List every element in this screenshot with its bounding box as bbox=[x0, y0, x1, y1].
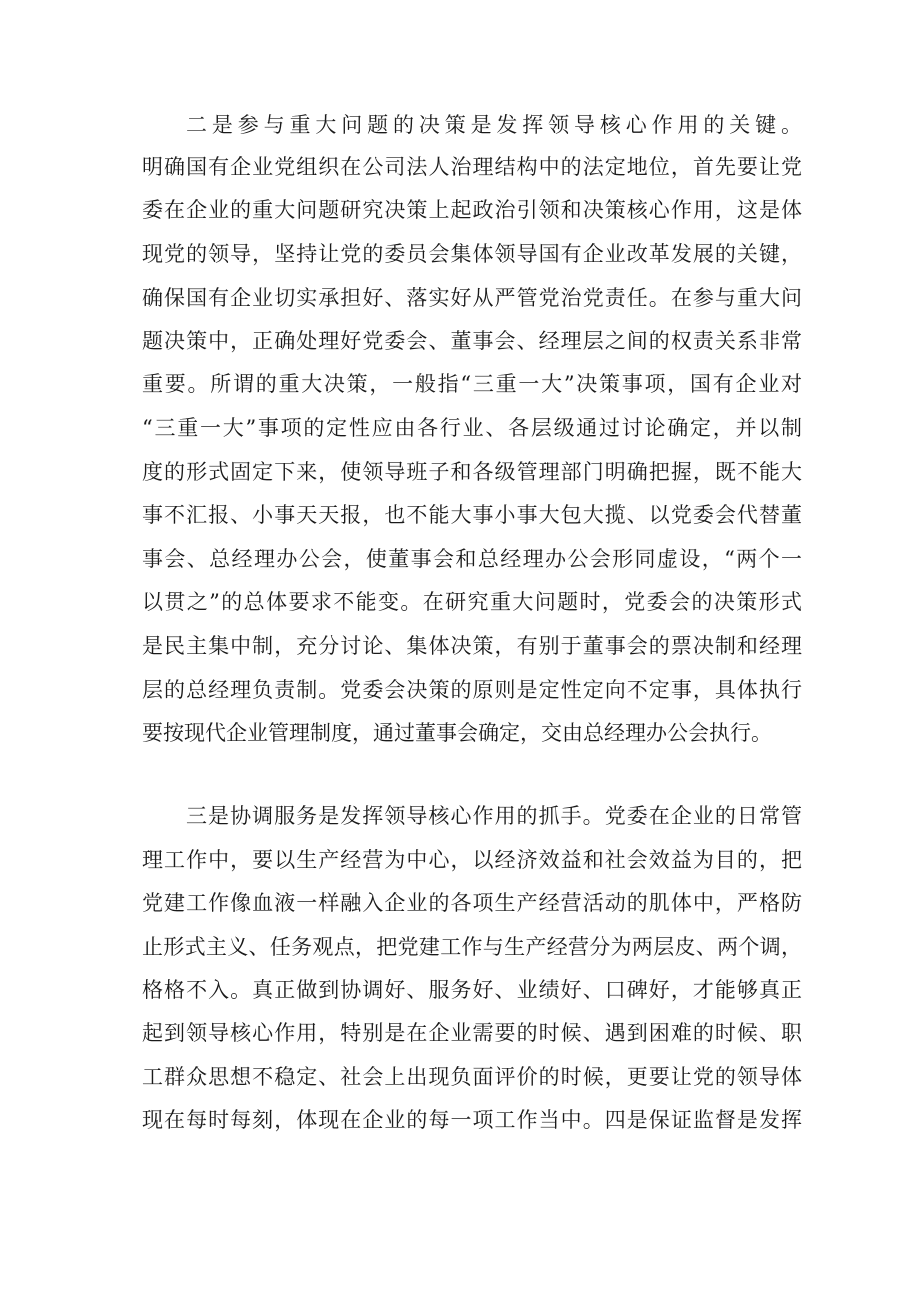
text-line: 重要。所谓的重大决策，一般指“三重一大”决策事项，国有企业对 bbox=[142, 372, 802, 396]
text-line: 工群众思想不稳定、社会上出现负面评价的时候，更要让党的领导体 bbox=[142, 1065, 802, 1089]
text-line: 明确国有企业党组织在公司法人治理结构中的法定地位，首先要让党 bbox=[142, 155, 802, 179]
text-line: 格格不入。真正做到协调好、服务好、业绩好、口碑好，才能够真正 bbox=[142, 978, 802, 1002]
text-line: 三是协调服务是发挥领导核心作用的抓手。党委在企业的日常管 bbox=[186, 804, 802, 828]
text-line: 度的形式固定下来，使领导班子和各级管理部门明确把握，既不能大 bbox=[142, 460, 802, 484]
text-line: 起到领导核心作用，特别是在企业需要的时候、遇到困难的时候、职 bbox=[142, 1021, 802, 1045]
text-line: 事不汇报、小事天天报，也不能大事小事大包大揽、以党委会代替董 bbox=[142, 503, 802, 527]
text-line: 二是参与重大问题的决策是发挥领导核心作用的关键。 bbox=[186, 113, 802, 137]
text-line: 现在每时每刻，体现在企业的每一项工作当中。四是保证监督是发挥 bbox=[142, 1108, 802, 1132]
text-line: 理工作中，要以生产经营为中心，以经济效益和社会效益为目的，把 bbox=[142, 848, 802, 872]
text-line: 现党的领导，坚持让党的委员会集体领导国有企业改革发展的关键， bbox=[142, 242, 802, 266]
text-line: 党建工作像血液一样融入企业的各项生产经营活动的肌体中，严格防 bbox=[142, 891, 802, 915]
text-line: 是民主集中制，充分讨论、集体决策，有别于董事会的票决制和经理 bbox=[142, 634, 802, 658]
text-line: 止形式主义、任务观点，把党建工作与生产经营分为两层皮、两个调， bbox=[142, 935, 802, 959]
text-line: 委在企业的重大问题研究决策上起政治引领和决策核心作用，这是体 bbox=[142, 198, 802, 222]
text-line: 确保国有企业切实承担好、落实好从严管党治党责任。在参与重大问 bbox=[142, 286, 802, 310]
text-line: 以贯之”的总体要求不能变。在研究重大问题时，党委会的决策形式 bbox=[142, 590, 802, 614]
text-line: “三重一大”事项的定性应由各行业、各层级通过讨论确定，并以制 bbox=[142, 416, 802, 440]
text-line: 要按现代企业管理制度，通过董事会确定，交由总经理办公会执行。 bbox=[142, 721, 772, 745]
text-line: 事会、总经理办公会，使董事会和总经理办公会形同虚设，“两个一 bbox=[142, 547, 802, 571]
text-line: 题决策中，正确处理好党委会、董事会、经理层之间的权责关系非常 bbox=[142, 329, 802, 353]
text-line: 层的总经理负责制。党委会决策的原则是定性定向不定事，具体执行 bbox=[142, 678, 802, 702]
